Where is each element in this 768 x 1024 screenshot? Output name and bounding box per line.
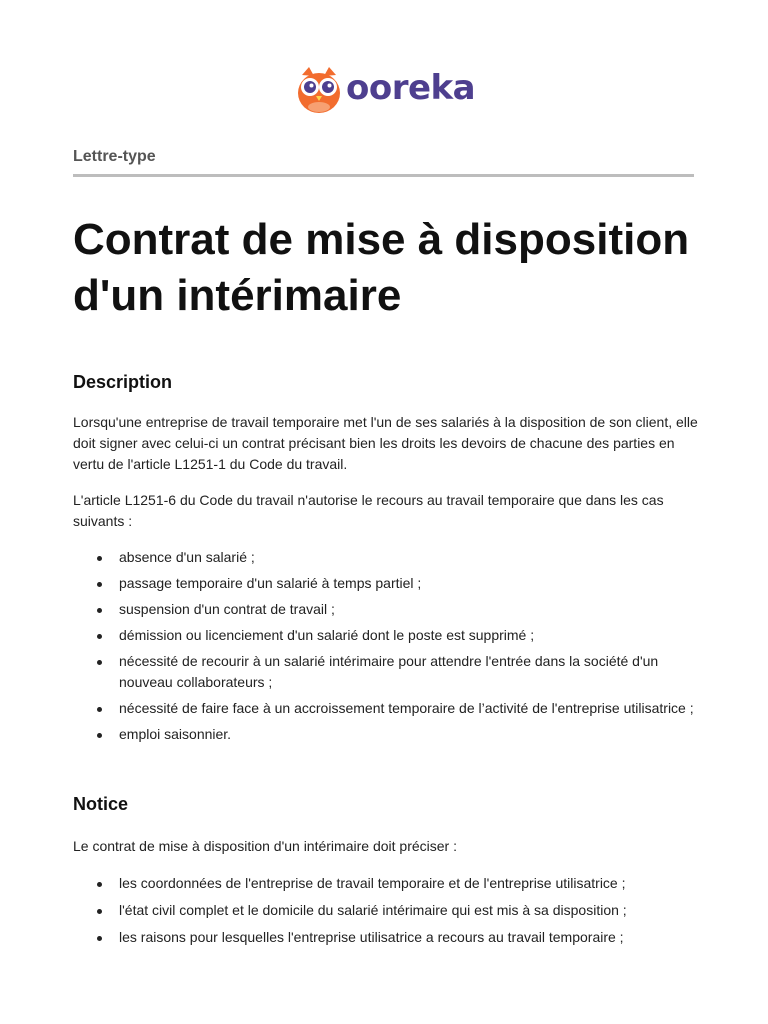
list-item: l'état civil complet et le domicile du salarié intérimaire qui est mis à sa disposition ; [73, 900, 698, 921]
list-item: démission ou licenciement d'un salarié dont le poste est supprimé ; [73, 625, 698, 646]
list-item: les raisons pour lesquelles l'entreprise utilisatrice a recours au travail temporaire ; [73, 927, 698, 948]
description-paragraph-1: Lorsqu'une entreprise de travail temporaire met l'un de ses salariés à la disposition de son client, elle doit signer avec celui-ci un contrat précisant bien les droits les devoirs de chacune des parties en vertu de l'article L1251-1 du Code du travail. [73, 414, 698, 472]
list-item: absence d'un salarié ; [73, 547, 698, 568]
document-category: Lettre-type [73, 148, 156, 165]
list-item: passage temporaire d'un salarié à temps partiel ; [73, 573, 698, 594]
description-heading: Description [73, 372, 173, 392]
recourse-cases-list [73, 547, 698, 750]
notice-requirements-list [73, 873, 698, 954]
brand-name: ooreka [346, 68, 476, 108]
description-paragraph-2: L'article L1251-6 du Code du travail n'autorise le recours au travail temporaire que dans les cas suivants : [73, 492, 664, 529]
list-item: emploi saisonnier. [73, 724, 698, 745]
list-item: suspension d'un contrat de travail ; [73, 599, 698, 620]
notice-paragraph: Le contrat de mise à disposition d'un intérimaire doit préciser : [73, 838, 457, 854]
brand-logo[interactable] [296, 62, 475, 118]
page-title: Contrat de mise à disposition d'un intérimaire [73, 215, 690, 320]
list-item: nécessité de faire face à un accroissement temporaire de l’activité de l'entreprise utilisatrice ; [73, 698, 698, 719]
owl-logo-icon [296, 65, 342, 115]
notice-heading: Notice [73, 794, 129, 814]
category-divider [73, 174, 694, 177]
list-item: nécessité de recourir à un salarié intérimaire pour attendre l'entrée dans la société d'un nouveau collaborateurs ; [73, 651, 698, 693]
list-item: les coordonnées de l'entreprise de travail temporaire et de l'entreprise utilisatrice ; [73, 873, 698, 894]
